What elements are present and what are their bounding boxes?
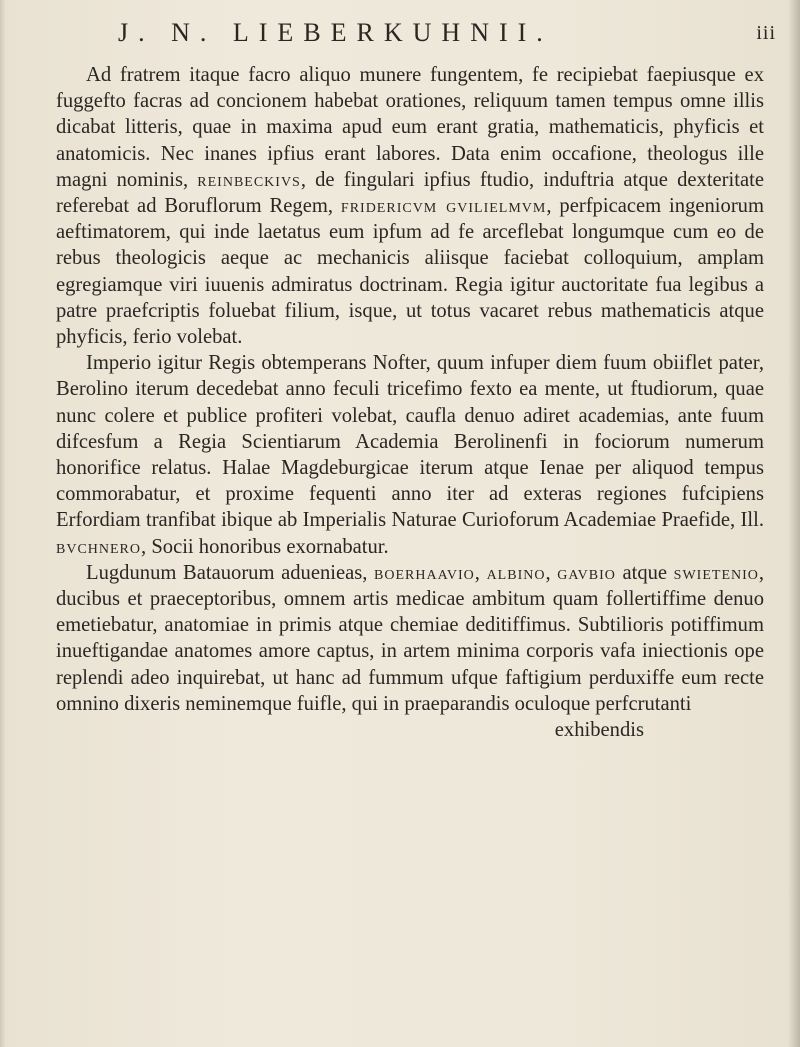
- body-text: [56, 62, 764, 743]
- paragraph-1: [56, 62, 764, 350]
- person-name: boerhaavio: [374, 561, 475, 584]
- text-run: , Socii honoribus exornabatur.: [141, 535, 389, 558]
- text-run: Ad fratrem itaque facro aliquo munere fungentem, fe recipiebat faepiusque ex fuggefto facras ad concionem habebat orationes, reliquum tamen tempus omne illis dicabat litteris, quae in maxima apud eum erant gratia, mathematicis, phyficis et anatomicis. Nec inanes ipfius erant labores. Data enim occafione, theologus ille magni nominis,: [56, 64, 764, 191]
- page-number: iii: [756, 22, 776, 44]
- paragraph-3: [56, 560, 764, 717]
- text-run: , ducibus et praeceptoribus, omnem artis medicae ambitum quam follertiffime denuo emetiebatur, anatomiae in primis atque chemiae deditiffimus. Subtilioris potiffimum inueftigandae anatomes amore captus, in artem minima corporis vafa iniectionis ope replendi adeo inquirebat, ut hanc ad fummum ufque faftigium perduxiffe eum recte omnino dixeris neminemque fuifle, qui in praeparandis oculoque perfcrutanti: [56, 561, 765, 715]
- person-name: fridericvm gvilielmvm: [340, 195, 547, 218]
- text-run: , de fingulari ipfius ftudio, induftria atque dexteritate referebat ad Boruflorum Regem,: [56, 168, 764, 218]
- person-name: swietenio: [673, 561, 759, 584]
- final-line: exhibendis: [554, 719, 644, 742]
- page-left-edge: [0, 0, 6, 1047]
- person-name: gavbio: [557, 561, 616, 584]
- text-run: , perfpicacem ingeniorum aeftimatorem, qui inde laetatus eum ipfum ad fe arceflebat longumque cum eo de rebus theologicis aeque ac mechanicis aliisque faciebat colloquium, amplam egregiamque viri iuuenis admiratus doctrinam. Regia igitur auctoritate fua legibus a patre praefcriptis foluebat filium, isque, ut totus vacaret rebus mathematicis atque phyficis, ferio volebat.: [56, 195, 764, 349]
- text-run: atque: [615, 561, 674, 584]
- person-name: bvchnero: [56, 535, 142, 558]
- page-right-edge-shadow: [788, 0, 800, 1047]
- text-run: Lugdunum Batauorum aduenieas,: [86, 561, 375, 584]
- text-run: Imperio igitur Regis obtemperans Nofter, quum infuper diem fuum obiiflet pater, Berolino iterum decedebat anno feculi tricefimo fexto ea mente, ut ftudiorum, quae nunc colere et publice profiteri volebat, caufla denuo adiret academias, ante fuum difcesfum a Regia Scientiarum Academia Berolinenfi in fociorum numerum honorifice relatus. Halae Magdeburgicae iterum atque Ienae per aliquod tempus commorabatur, et proxime fequenti anno iter ad exteras regiones fufcipiens Erfordiam tranfibat ibique ab Imperialis Naturae Curioforum Academiae Praefide, Ill.: [56, 352, 764, 532]
- text-run: ,: [545, 561, 558, 584]
- running-header: [118, 18, 776, 58]
- paragraph-2: [56, 350, 764, 560]
- text-run: ,: [474, 561, 487, 584]
- running-title: J. N. LIEBERKUHNII.: [118, 18, 553, 47]
- person-name: albino: [486, 561, 546, 584]
- person-name: reinbeckivs: [197, 168, 301, 191]
